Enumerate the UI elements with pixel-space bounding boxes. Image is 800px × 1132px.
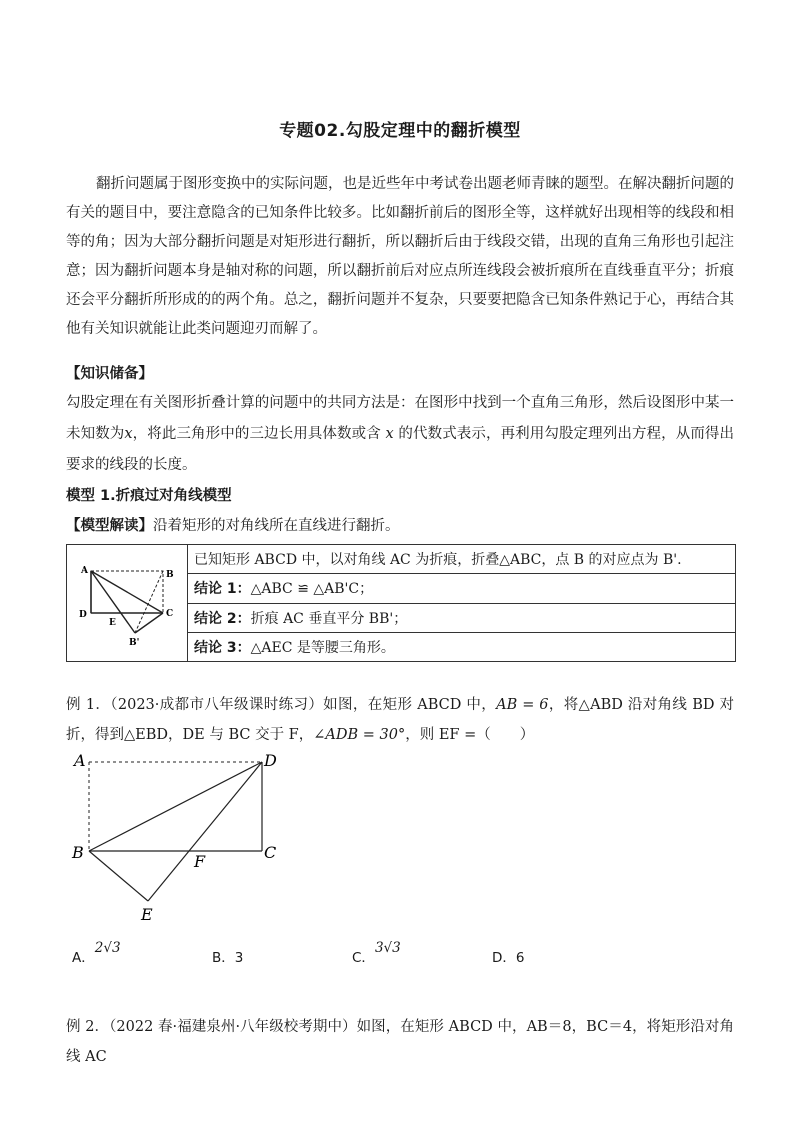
choice-b-letter: B． <box>212 950 235 966</box>
conclusion-2-cell <box>188 603 736 632</box>
knowledge-text-3: 的代数式表示，再利用勾股定理列出方程，从而得出要求的线段的长度。 <box>66 426 735 473</box>
label-D: D <box>79 610 87 620</box>
choice-d[interactable] <box>492 936 525 966</box>
model-given-cell: 已知矩形 ABCD 中，以对角线 AC 为折痕，折叠△ABC，点 B 的对应点为 B'. <box>188 545 736 574</box>
side-BE <box>89 851 148 901</box>
side-ED <box>148 762 262 901</box>
choice-d-value: 6 <box>515 950 525 966</box>
fig-label-B: B <box>72 843 84 862</box>
choice-b[interactable] <box>212 936 244 966</box>
intro-paragraph: 翻折问题属于图形变换中的实际问题，也是近些年中考试卷出题老师青睐的题型。在解决翻折问题的有关的题目中，要注意隐含的已知条件比较多。比如翻折前后的图形全等，这样就好出现相等的线段和相等的角；因为大部分翻折问题是对矩形进行翻折，所以翻折后由于线段交错，出现的直角三角形也引起注意；因为翻折问题本身是轴对称的问题，所以翻折前后对应点所连线段会被折痕所在直线垂直平分；折痕还会平分翻折所形成的的两个角。总之，翻折问题并不复杂，只要要把隐含已知条件熟记于心，再结合其他有关知识就能让此类问题迎刃而解了。 <box>66 176 734 337</box>
diagonal-AC <box>91 571 163 613</box>
variable-x: x <box>124 426 133 442</box>
label-E: E <box>109 618 116 628</box>
conclusion-2-text: 折痕 AC 垂直平分 BB'； <box>250 610 408 627</box>
choice-b-value: 3 <box>234 950 244 966</box>
fig-label-A: A <box>74 751 86 770</box>
conclusion-1-label: 结论 1： <box>194 581 251 598</box>
conclusion-3-text: △AEC 是等腰三角形。 <box>250 639 395 656</box>
choice-a-letter: A． <box>72 950 95 966</box>
knowledge-paragraph <box>66 388 734 481</box>
page-title: 专题02.勾股定理中的翻折模型 <box>279 121 521 141</box>
choice-c[interactable] <box>352 936 401 966</box>
label-A: A <box>81 566 88 576</box>
conclusion-1-text: △ABC ≌ △AB'C； <box>250 581 374 598</box>
example-1-figure <box>66 748 296 923</box>
knowledge-text-2: ，将此三角形中的三边长用具体数或含 <box>132 426 386 442</box>
label-B: B <box>166 570 174 580</box>
variable-x-2: x <box>385 426 394 442</box>
example-1-angle: ∠ADB = 30° <box>313 727 406 743</box>
example-1-part-3: ，则 EF =（ ） <box>405 727 535 743</box>
diagonal-BD <box>89 762 262 851</box>
example-1-choices <box>72 936 672 976</box>
knowledge-heading: 【知识储备】 <box>66 366 153 382</box>
conclusion-2-label: 结论 2： <box>194 610 251 627</box>
example-1-ab: AB = 6 <box>496 697 549 713</box>
conclusion-1-cell <box>188 574 736 603</box>
fig-label-F: F <box>194 852 206 871</box>
example-1-text <box>66 690 734 750</box>
knowledge-text-1: 勾股定理在有关图形折叠计算的问题中的共同方法是：在图形中找到一个直角三角形，然后设图形中某一未知数为 <box>66 395 734 442</box>
model-explanation <box>66 514 734 535</box>
fig-label-D: D <box>264 751 277 770</box>
label-B-prime: B' <box>129 638 140 648</box>
model-explanation-heading: 【模型解读】 <box>66 518 153 534</box>
example-2-text: 例 2．（2022 春·福建泉州·八年级校考期中）如图，在矩形 ABCD 中，AB＝8，BC＝4，将矩形沿对角线 AC <box>66 1019 734 1065</box>
choice-a-value: 2√3 <box>94 940 121 956</box>
fig-label-C: C <box>264 843 277 862</box>
model-figure-cell <box>67 545 188 662</box>
choice-c-letter: C． <box>352 950 375 966</box>
example-1-part-2: ，将△ABD 沿对角线 BD 对折，得到△EBD，DE 与 BC 交于 F， <box>66 697 734 743</box>
conclusion-3-label: 结论 3： <box>194 639 251 656</box>
model-title: 模型 1.折痕过对角线模型 <box>66 488 232 504</box>
example-1-part-1: 例 1．（2023·成都市八年级课时练习）如图，在矩形 ABCD 中， <box>66 697 497 713</box>
model-explanation-text: 沿着矩形的对角线所在直线进行翻折。 <box>153 518 400 534</box>
model-figure <box>67 545 187 657</box>
fig-label-E: E <box>141 905 153 923</box>
conclusion-3-cell <box>188 632 736 661</box>
choice-c-value: 3√3 <box>374 940 401 956</box>
model-table <box>66 544 736 662</box>
label-C: C <box>166 609 174 619</box>
choice-a[interactable] <box>72 936 121 966</box>
choice-d-letter: D． <box>492 950 516 966</box>
